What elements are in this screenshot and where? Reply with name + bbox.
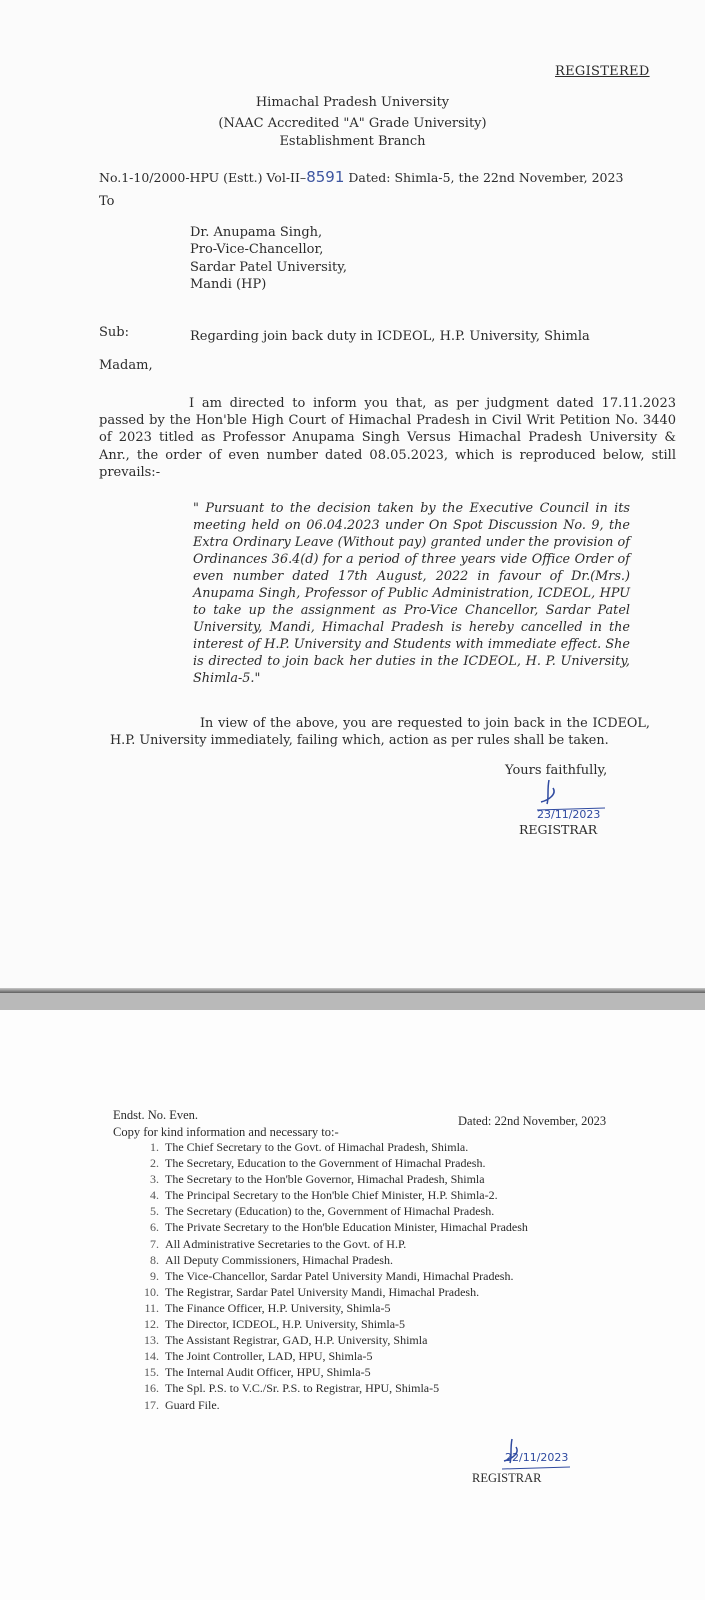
quoted-order: " Pursuant to the decision taken by the Executive Council in its meeting held on 06.04.2023 under On Spot Discussion No. 9, the Extra Ordinary Leave (Without pay) granted under the provision of Ordinances 36.4(d) for a period of three years vide Office Order of even number dated 17th August, 2022 in favour of Dr.(Mrs.) Anupama Singh, Professor of Public Administration, ICDEOL, HPU to take up the assignment as Pro-Vice Chancellor, Sardar Patel University, Mandi, Himachal Pradesh is hereby cancelled in the interest of H.P. University and Students with immediate effect. She is directed to join back her duties in the ICDEOL, H. P. University, Shimla-5." <box>193 501 630 686</box>
list-item: 10. The Registrar, Sardar Patel University Mandi, Himachal Pradesh. <box>144 1284 480 1299</box>
list-item: 16. The Spl. P.S. to V.C./Sr. P.S. to Registrar, HPU, Shimla-5 <box>144 1381 440 1396</box>
list-item: 4. The Principal Secretary to the Hon'ble Chief Minister, H.P. Shimla-2. <box>150 1188 498 1203</box>
signature-date-2: 22/11/2023 <box>505 1451 569 1464</box>
addressee-line: Dr. Anupama Singh, <box>190 225 323 240</box>
registered-mark: REGISTERED <box>555 64 650 79</box>
signatory-2: REGISTRAR <box>472 1471 542 1485</box>
copy-list <box>115 1139 655 1413</box>
reference-line <box>99 168 623 186</box>
addressee-line: Mandi (HP) <box>190 277 267 292</box>
list-item: 5. The Secretary (Education) to the, Government of Himachal Pradesh. <box>150 1204 495 1219</box>
closing: Yours faithfully, <box>505 763 608 778</box>
accreditation-line: (NAAC Accredited "A" Grade University) <box>218 116 487 131</box>
salutation: Madam, <box>99 358 153 373</box>
list-item: 2. The Secretary, Education to the Government of Himachal Pradesh. <box>150 1156 486 1171</box>
body-paragraph-2: In view of the above, you are requested to join back in the ICDEOL, H.P. University immediately, failing which, action as per rules shall be taken. <box>110 716 650 749</box>
list-item: 12. The Director, ICDEOL, H.P. University, Shimla-5 <box>144 1317 406 1332</box>
page-gap <box>0 993 705 1010</box>
subject-text: Regarding join back duty in ICDEOL, H.P. University, Shimla <box>190 329 590 344</box>
list-item: 3. The Secretary to the Hon'ble Governor, Himachal Pradesh, Shimla <box>150 1172 485 1187</box>
to-label: To <box>99 194 115 209</box>
ref-prefix: No.1-10/2000-HPU (Estt.) Vol-II– <box>99 170 307 185</box>
list-item: 14. The Joint Controller, LAD, HPU, Shimla-5 <box>144 1349 373 1364</box>
subject-label: Sub: <box>99 325 129 340</box>
signature-date-1: 23/11/2023 <box>537 808 601 821</box>
body-paragraph-1: I am directed to inform you that, as per judgment dated 17.11.2023 passed by the Hon'ble High Court of Himachal Pradesh in Civil Writ Petition No. 3440 of 2023 titled as Professor Anupama Singh Versus Himachal Pradesh University & Anr., the order of even number dated 08.05.2023, which is reproduced below, still prevails:- <box>99 396 676 480</box>
list-item: 13. The Assistant Registrar, GAD, H.P. University, Shimla <box>144 1333 428 1348</box>
list-item: 8. All Deputy Commissioners, Himachal Pradesh. <box>150 1252 393 1267</box>
list-item: 11. The Finance Officer, H.P. University, Shimla-5 <box>144 1300 391 1315</box>
list-item: 7. All Administrative Secretaries to the Govt. of H.P. <box>150 1236 407 1251</box>
branch-name: Establishment Branch <box>279 134 426 149</box>
list-item: 15. The Internal Audit Officer, HPU, Shimla-5 <box>144 1365 371 1380</box>
addressee-line: Pro-Vice-Chancellor, <box>190 242 324 257</box>
list-item: 1. The Chief Secretary to the Govt. of Himachal Pradesh, Shimla. <box>150 1140 469 1154</box>
addressee-line: Sardar Patel University, <box>190 260 347 275</box>
endst-dated: Dated: 22nd November, 2023 <box>458 1114 607 1128</box>
ref-dated: Dated: Shimla-5, the 22nd November, 2023 <box>348 170 624 185</box>
list-item: 17. Guard File. <box>144 1397 220 1412</box>
signatory-1: REGISTRAR <box>519 822 598 837</box>
copy-line: Copy for kind information and necessary to:- <box>113 1125 339 1139</box>
ref-handwritten-number: 8591 <box>306 168 345 186</box>
university-name: Himachal Pradesh University <box>255 95 450 110</box>
list-item: 9. The Vice-Chancellor, Sardar Patel University Mandi, Himachal Pradesh. <box>150 1268 514 1283</box>
list-item: 6. The Private Secretary to the Hon'ble Education Minister, Himachal Pradesh <box>150 1220 528 1235</box>
endst-number: Endst. No. Even. <box>113 1108 199 1122</box>
